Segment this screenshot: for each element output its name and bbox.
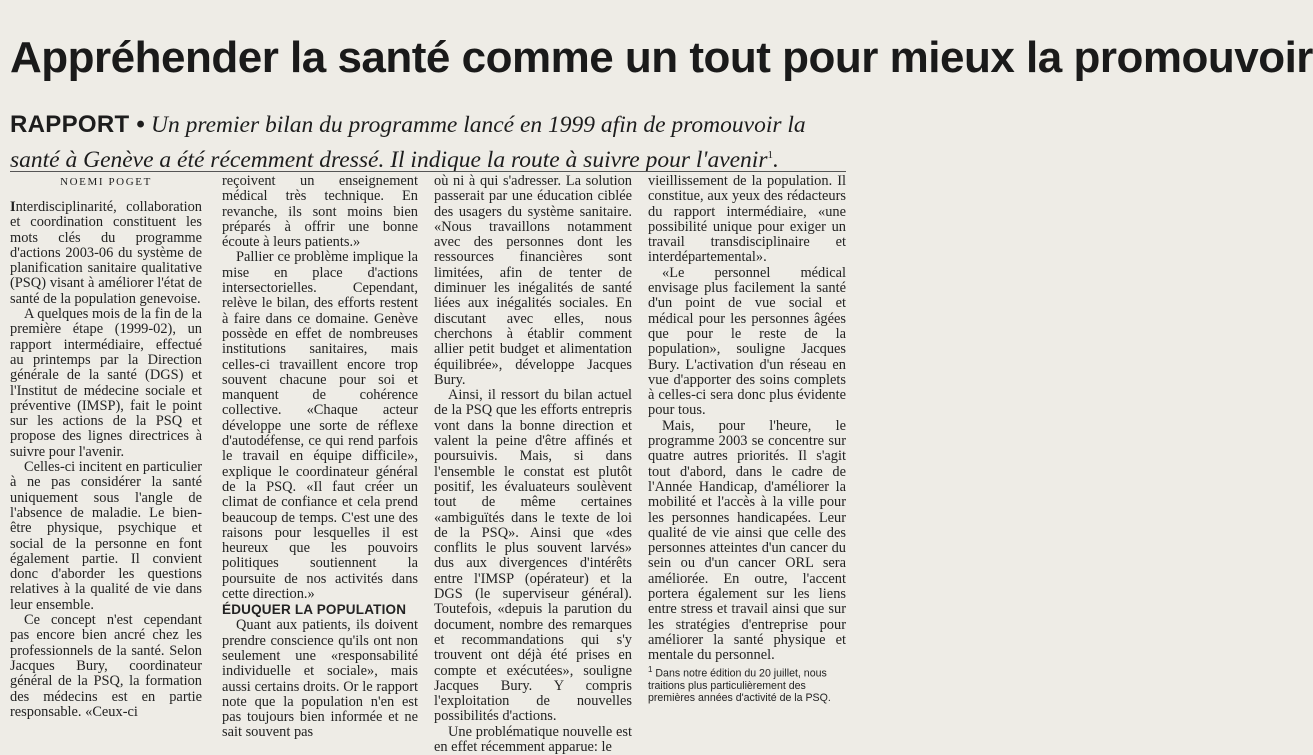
column-3 xyxy=(434,174,632,755)
column-1 xyxy=(10,174,202,720)
paragraph: Quant aux patients, ils doivent prendre conscience qu'ils ont non seulement une «responsabilité individuelle et sociale», mais aussi certains droits. Or le rapport note que la population n'en est pas toujours bien informée et ne sait souvent pas xyxy=(222,617,418,741)
byline: NOEMI POGET xyxy=(60,176,152,188)
paragraph: reçoivent un enseignement médical très technique. En revanche, ils sont moins bien préparés à offrir une bonne écoute à leurs patients.» xyxy=(222,173,418,251)
paragraph: Pallier ce problème implique la mise en place d'actions intersectorielles. Cependant, relève le bilan, des efforts restent à faire dans ce domaine. Genève possède en effet de nombreuses institutions sanitaires, mais celles-ci travaillent encore trop souvent chacune pour soi et manquent de cohérence collective. «Chaque acteur développe une sorte de réflexe d'autodéfense, ce qui rend parfois le travail en équipe difficile», explique le coordinateur général de la PSQ. «Il faut créer un climat de confiance et cela prend beaucoup de temps. C'est une des raisons pour lesquelles il est heureux que les pouvoirs politiques soutiennent la poursuite de nos activités dans cette direction.» xyxy=(222,249,418,603)
paragraph: vieillissement de la population. Il constitue, aux yeux des rédacteurs du rapport intermédiaire, «une possibilité unique pour exiger un travail transdisciplinaire et interdépartemental». xyxy=(648,173,846,266)
footnote-text: Dans notre édition du 20 juillet, nous traitions plus particulièrement des premières années d'activité de la PSQ. xyxy=(648,667,831,705)
paragraph: Celles-ci incitent en particulier à ne pas considérer la santé uniquement sous l'angle de l'absence de maladie. Le bien-être physique, psychique et social de la personne en font également partie. Il convient donc d'aborder les questions relatives à la qualité de vie dans leur ensemble. xyxy=(10,459,202,613)
paragraph-text: nterdisciplinarité, collaboration et coordination constituent les mots clés du programme d'actions 2003-06 du système de planification sanitaire qualitative (PSQ) visant à améliorer l'état de santé de la population genevoise. xyxy=(10,199,202,307)
paragraph: A quelques mois de la fin de la première étape (1999-02), un rapport intermédiaire, effectué au printemps par la Direction générale de la santé (DGS) et l'Institut de médecine sociale et préventive (IMSP), fait le point sur les actions de la PSQ et propose des lignes directrices à suivre pour l'avenir. xyxy=(10,306,202,460)
lede-footnote-mark: 1 xyxy=(767,149,773,161)
kicker: RAPPORT • xyxy=(10,111,146,138)
paragraph: Ce concept n'est cependant pas encore bien ancré chez les professionnels de la santé. Selon Jacques Bury, coordinateur général de la PSQ, la formation des médecins est en partie responsable. «Ceux-ci xyxy=(10,612,202,720)
lede-end: . xyxy=(772,146,779,173)
lede: Un premier bilan du programme lancé en 1999 afin de promouvoir la santé à Genève a été récemment dressé. Il indique la route à suivre pour l'avenir xyxy=(10,112,806,173)
column-2 xyxy=(222,174,418,741)
paragraph: «Le personnel médical envisage plus facilement la santé d'un point de vue social et médical pour les personnes âgées que pour le reste de la population», souligne Jacques Bury. L'activation d'un réseau en vue d'apporter des soins complets à celles-ci sera donc plus évidente pour tous. xyxy=(648,264,846,419)
paragraph: où ni à qui s'adresser. La solution passerait par une éducation ciblée des usagers du système sanitaire. «Nous travaillons notamment avec des personnes dont les ressources financières sont limitées, afin de tenter de diminuer les inégalités de santé liées aux inégalités sociales. En discutant avec elles, nous cherchons à établir comment allier petit budget et alimentation équilibrée», développe Jacques Bury. xyxy=(434,173,632,388)
footnote-mark: 1 xyxy=(648,664,653,674)
headline: Appréhender la santé comme un tout pour mieux la promouvoir xyxy=(10,33,1313,83)
footnote xyxy=(648,664,846,705)
subhead: ÉDUQUER LA POPULATION xyxy=(222,602,407,618)
article-deck xyxy=(10,110,850,175)
drop-cap: I xyxy=(10,199,16,215)
paragraph: Ainsi, il ressort du bilan actuel de la PSQ que les efforts entrepris vont dans la bonne direction et valent la peine d'être affinés et poursuivis. Mais, si dans l'ensemble le constat est plutôt positif, les évaluateurs soulèvent tout de même certaines «ambiguïtés dans le texte de loi de la PSQ». Ainsi que «des conflits le plus souvent larvés» dus aux divergences d'intérêts entre l'IMSP (opérateur) et la DGS (le superviseur général). Toutefois, «depuis la parution du document, nombre des remarques et recommandations qui s'y trouvent ont déjà été prises en compte et exécutées», souligne Jacques Bury. Y compris l'exploitation de nouvelles possibilités d'actions. xyxy=(434,387,632,725)
paragraph: Une problématique nouvelle est en effet récemment apparue: le xyxy=(434,723,632,755)
paragraph: Mais, pour l'heure, le programme 2003 se concentre sur quatre autres priorités. Il s'agit tout d'abord, dans le cadre de l'Année Handicap, d'améliorer la mobilité et l'accès à la ville pour les personnes handicapées. Leur qualité de vie ainsi que celle des personnes atteintes d'un cancer du sein ou d'un cancer ORL sera améliorée. En outre, l'accent portera également sur les liens entre stress et travail ainsi que sur les stratégies d'entreprise pour améliorer la santé physique et mentale du personnel. xyxy=(648,417,846,664)
deck-divider xyxy=(10,171,846,172)
column-4 xyxy=(648,174,846,705)
paragraph xyxy=(10,200,202,307)
